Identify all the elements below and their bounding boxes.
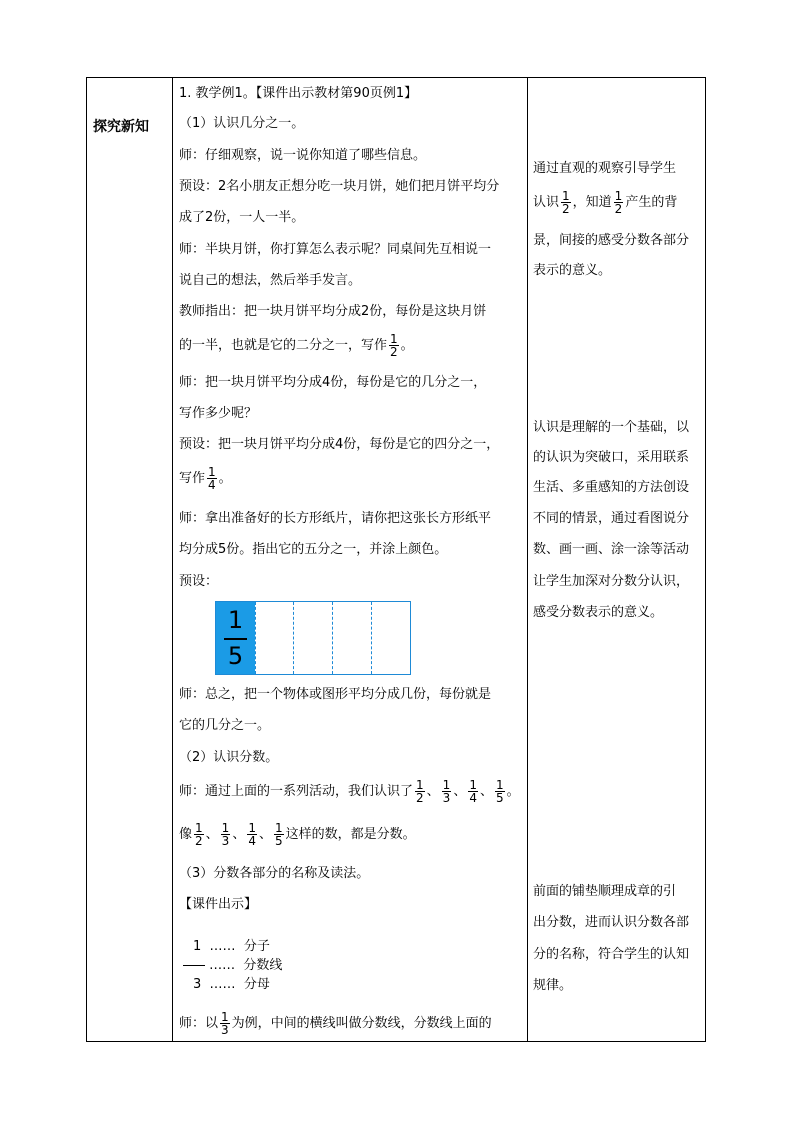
section-title: 探究新知 [93, 119, 149, 135]
note-line: 表示的意义。 [533, 263, 612, 278]
note-line: 不同的情景，通过看图说分 [533, 511, 690, 526]
fraction-one-half: $\frac{1}{2}$ [562, 189, 570, 216]
fraction-line-row: …… 分数线 [183, 954, 282, 973]
column-divider [172, 78, 173, 1041]
divider-dash [371, 602, 372, 674]
text-line: 成了2份，一人一半。 [179, 210, 305, 225]
text-line: 师：拿出准备好的长方形纸片，请你把这张长方形纸平 [179, 511, 492, 526]
fraction-one-half: $\frac{1}{2}$ [390, 332, 398, 359]
note-line: 认识 $\frac{1}{2}$ ，知道 $\frac{1}{2}$ 产生的背 [533, 189, 678, 216]
note-line: 让学生加深对分数分认识， [533, 574, 690, 589]
shaded-part [216, 602, 255, 674]
note-line: 数、画一画、涂一涂等活动 [533, 542, 690, 557]
courseware-label: 【课件出示】 [179, 897, 258, 912]
text-line: 预设：2名小朋友正想分吃一块月饼，她们把月饼平均分 [179, 179, 500, 194]
fraction-one-fifth: $\frac{1}{5}$ [274, 821, 283, 848]
text-line: 预设： [179, 574, 219, 589]
text-line: 教师指出：把一块月饼平均分成2份，每份是这块月饼 [179, 304, 487, 319]
diagram-denominator: 5 [227, 642, 244, 670]
text-line: 像 $\frac{1}{2}$ 、 $\frac{1}{3}$ 、 $\frac{1}{4}$ 、 $\frac{1}{5}$ 这样的数，都是分数。 [179, 821, 416, 848]
text-line: 均分成5份。指出它的五分之一，并涂上颜色。 [179, 542, 448, 557]
subheading-1: （1）认识几分之一。 [179, 116, 305, 131]
note-line: 感受分数表示的意义。 [533, 605, 664, 620]
text-line: 它的几分之一。 [179, 718, 271, 733]
text-line: 师：仔细观察，说一说你知道了哪些信息。 [179, 148, 427, 163]
column-divider [527, 78, 528, 1041]
divider-dash [293, 602, 294, 674]
fraction-one-half: $\frac{1}{2}$ [614, 189, 623, 216]
note-line: 分的名称，符合学生的认知 [533, 947, 690, 962]
text-line: 写作多少呢？ [179, 406, 258, 421]
note-line: 通过直观的观察引导学生 [533, 161, 677, 176]
note-line: 认识是理解的一个基础，以 [533, 420, 690, 435]
note-line: 景，间接的感受分数各部分 [533, 233, 690, 248]
denominator-row: 3 …… 分母 [193, 977, 270, 992]
fraction-line-sample [183, 965, 205, 966]
note-line: 的认识为突破口，采用联系 [533, 450, 690, 465]
text-line: 师：半块月饼，你打算怎么表示呢？同桌间先互相说一 [179, 242, 492, 257]
fraction-one-quarter: $\frac{1}{4}$ [208, 465, 216, 492]
numerator-row: 1 …… 分子 [193, 939, 270, 954]
fraction-one-fifth: $\frac{1}{5}$ [495, 778, 504, 805]
divider-dash [255, 602, 256, 674]
subheading-2: （2）认识分数。 [179, 750, 279, 765]
note-line: 规律。 [533, 978, 573, 993]
fraction-one-quarter: $\frac{1}{4}$ [469, 778, 477, 805]
text-line: 说自己的想法，然后举手发言。 [179, 273, 362, 288]
diagram-numerator: 1 [227, 606, 244, 634]
fraction-one-half: $\frac{1}{2}$ [195, 821, 203, 848]
diagram-fraction-bar [224, 638, 247, 640]
text-line: 师：总之，把一个物体或图形平均分成几份，每份就是 [179, 687, 492, 702]
fraction-one-third: $\frac{1}{3}$ [221, 821, 230, 848]
text-line: 师：以 $\frac{1}{3}$ 为例，中间的横线叫做分数线，分数线上面的 [179, 1010, 492, 1037]
text-line: 预设：把一块月饼平均分成4份，每份是它的四分之一， [179, 437, 500, 452]
example-heading: 1. 教学例1。【课件出示教材第90页例1】 [179, 86, 418, 101]
lesson-table [86, 77, 706, 1042]
fraction-one-third: $\frac{1}{3}$ [442, 778, 451, 805]
note-line: 出分数，进而认识分数各部 [533, 915, 690, 930]
divider-dash [332, 602, 333, 674]
fraction-one-half: $\frac{1}{2}$ [416, 778, 424, 805]
note-line: 前面的铺垫顺理成章的引 [533, 884, 677, 899]
fifth-diagram [215, 601, 411, 675]
text-line: 的一半，也就是它的二分之一，写作 $\frac{1}{2}$ 。 [179, 332, 414, 359]
fraction-one-quarter: $\frac{1}{4}$ [248, 821, 256, 848]
text-line: 师：把一块月饼平均分成4份，每份是它的几分之一， [179, 375, 487, 390]
fraction-one-third: $\frac{1}{3}$ [221, 1010, 229, 1037]
note-line: 生活、多重感知的方法创设 [533, 480, 690, 495]
subheading-3: （3）分数各部分的名称及读法。 [179, 866, 370, 881]
text-line: 师：通过上面的一系列活动，我们认识了 $\frac{1}{2}$ 、 $\frac{1}{3}$ 、 $\frac{1}{4}$ 、 $\frac{1}{5}$ 。 [179, 778, 520, 805]
text-line: 写作 $\frac{1}{4}$ 。 [179, 465, 232, 492]
